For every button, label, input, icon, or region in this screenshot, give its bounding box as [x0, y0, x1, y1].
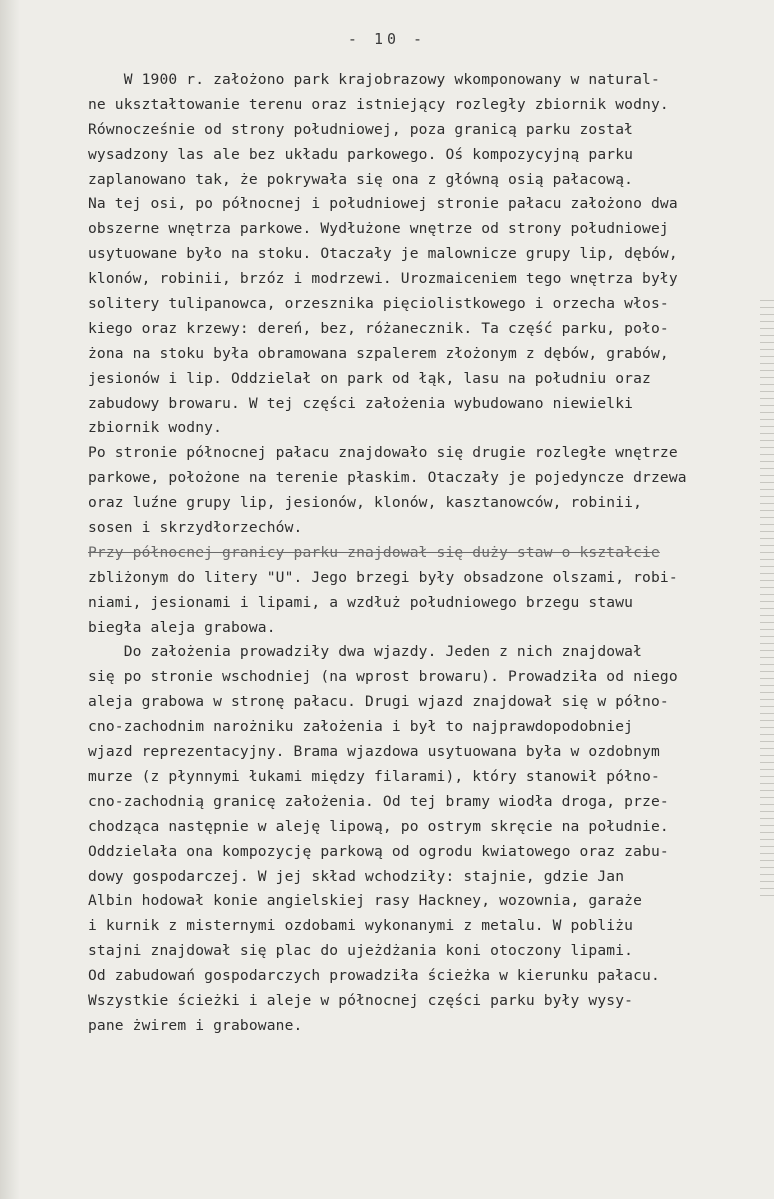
text-line: zbiornik wodny. — [88, 419, 223, 437]
text-line: niami, jesionami i lipami, a wzdłuż południowego brzegu stawu — [88, 593, 634, 611]
text-line: wjazd reprezentacyjny. Brama wjazdowa usytuowana była w ozdobnym — [88, 743, 660, 761]
page-number: - 10 - — [347, 30, 427, 48]
text-line: parkowe, położone na terenie płaskim. Otaczały je pojedyncze drzewa — [88, 469, 687, 487]
text-line: obszerne wnętrza parkowe. Wydłużone wnętrze od strony południowej — [88, 220, 669, 238]
text-line: zbliżonym do litery "U". Jego brzegi były obsadzone olszami, robi- — [88, 568, 678, 586]
text-line: ne ukształtowanie terenu oraz istniejący rozległy zbiornik wodny. — [88, 95, 669, 113]
text-line: sosen i skrzydłorzechów. — [88, 519, 303, 537]
text-line: Równocześnie od strony południowej, poza granicą parku został — [88, 120, 634, 138]
text-line: chodząca następnie w aleję lipową, po ostrym skręcie na południe. — [88, 817, 669, 835]
text-line: pane żwirem i grabowane. — [88, 1016, 303, 1034]
text-line: Od zabudowań gospodarczych prowadziła ścieżka w kierunku pałacu. — [88, 967, 660, 985]
text-line: Na tej osi, po północnej i południowej stronie pałacu założono dwa — [88, 195, 678, 213]
text-line: Po stronie północnej pałacu znajdowało się drugie rozległe wnętrze — [88, 444, 678, 462]
text-line: usytuowane było na stoku. Otaczały je malownicze grupy lip, dębów, — [88, 245, 678, 263]
text-line: zaplanowano tak, że pokrywała się ona z główną osią pałacową. — [88, 170, 634, 188]
text-line: wysadzony las ale bez układu parkowego. Oś kompozycyjną parku — [88, 145, 634, 163]
text-line: jesionów i lip. Oddzielał on park od łąk, lasu na południu oraz — [88, 369, 651, 387]
text-line: się po stronie wschodniej (na wprost browaru). Prowadziła od niego — [88, 668, 678, 686]
text-line: biegła aleja grabowa. — [88, 618, 276, 636]
text-line: stajni znajdował się plac do ujeżdżania koni otoczony lipami. — [88, 942, 634, 960]
text-line: W 1900 r. założono park krajobrazowy wkomponowany w natural- — [88, 71, 660, 88]
page-shadow-edge — [0, 0, 20, 1199]
text-line: żona na stoku była obramowana szpalerem złożonym z dębów, grabów, — [88, 344, 669, 362]
text-line: dowy gospodarczej. W jej skład wchodziły: stajnie, gdzie Jan — [88, 867, 625, 885]
text-line: i kurnik z misternymi ozdobami wykonanymi z metalu. W pobliżu — [88, 917, 634, 935]
body-text — [88, 68, 768, 1039]
text-line: zabudowy browaru. W tej części założenia wybudowano niewielki — [88, 394, 634, 412]
text-line: Albin hodował konie angielskiej rasy Hackney, wozownia, garaże — [88, 892, 643, 910]
text-line: klonów, robinii, brzóz i modrzewi. Urozmaiceniem tego wnętrza były — [88, 270, 678, 288]
text-line: cno-zachodnią granicę założenia. Od tej bramy wiodła droga, prze- — [88, 792, 669, 810]
text-line: murze (z płynnymi łukami między filarami), który stanowił półno- — [88, 767, 660, 785]
text-line: oraz luźne grupy lip, jesionów, klonów, kasztanowców, robinii, — [88, 494, 643, 512]
text-line: Do założenia prowadziły dwa wjazdy. Jeden z nich znajdował — [88, 643, 643, 661]
struck-text-line: Przy północnej granicy parku znajdował się duży staw o kształcie — [88, 543, 660, 561]
text-line: kiego oraz krzewy: dereń, bez, różanecznik. Ta część parku, poło- — [88, 319, 669, 337]
text-line: Oddzielała ona kompozycję parkową od ogrodu kwiatowego oraz zabu- — [88, 842, 669, 860]
text-line: cno-zachodnim narożniku założenia i był to najprawdopodobniej — [88, 718, 634, 736]
text-line: aleja grabowa w stronę pałacu. Drugi wjazd znajdował się w półno- — [88, 693, 669, 711]
text-line: solitery tulipanowca, orzesznika pięciolistkowego i orzecha włos- — [88, 295, 669, 313]
text-line: Wszystkie ścieżki i aleje w północnej części parku były wysy- — [88, 991, 634, 1009]
